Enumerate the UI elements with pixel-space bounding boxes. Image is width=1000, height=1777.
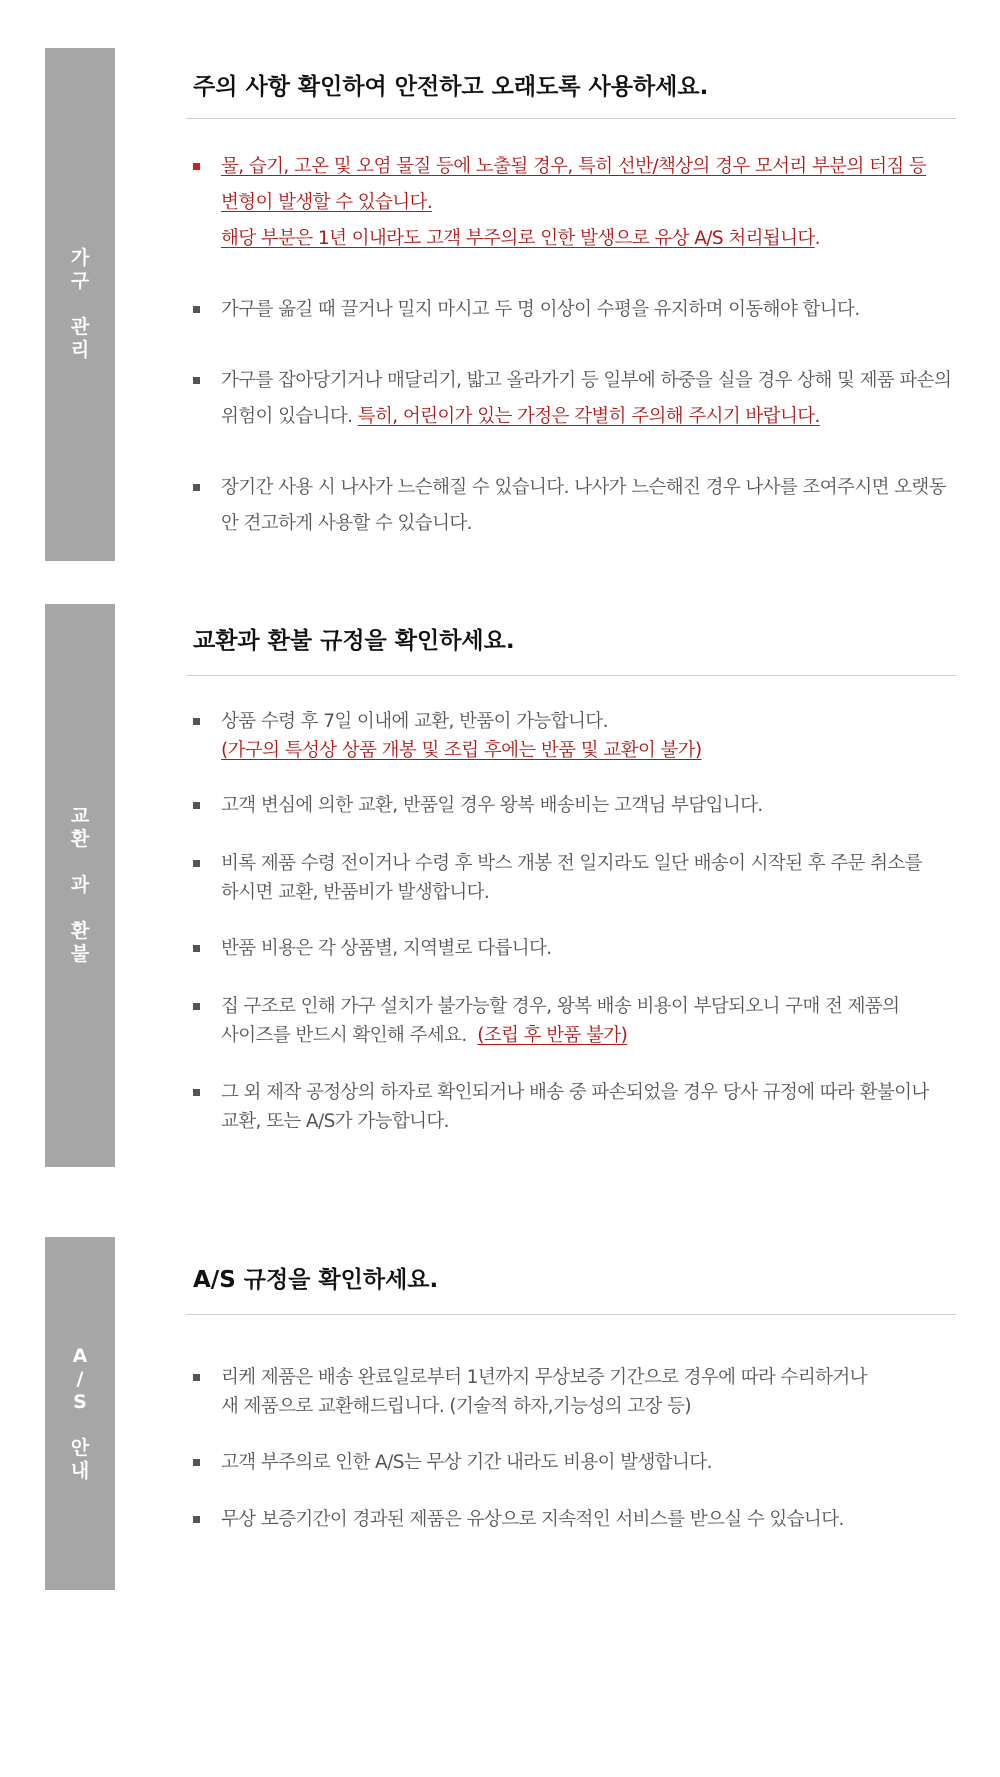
list-item bbox=[193, 1448, 963, 1477]
list-item bbox=[193, 992, 963, 1050]
side-tab-label: A / S 안 내 bbox=[70, 1344, 90, 1482]
item-line: 집 구조로 인해 가구 설치가 불가능할 경우, 왕복 배송 비용이 부담되오니 구매 전 제품의 bbox=[221, 996, 900, 1017]
list-item bbox=[193, 149, 963, 257]
bullet-icon bbox=[193, 945, 200, 952]
bullet-icon bbox=[193, 377, 200, 384]
item-line: 가구를 잡아당기거나 매달리기, 밟고 올라가기 등 일부에 하중을 실을 경우 상해 및 제품 파손의 bbox=[221, 370, 952, 391]
item-line: 고객 부주의로 인한 A/S는 무상 기간 내라도 비용이 발생합니다. bbox=[221, 1452, 712, 1473]
bullet-icon bbox=[193, 484, 200, 491]
item-line: 물, 습기, 고온 및 오염 물질 등에 노출될 경우, 특히 선반/책상의 경우 모서리 부분의 터짐 등 bbox=[221, 156, 927, 177]
item-line: 반품 비용은 각 상품별, 지역별로 다릅니다. bbox=[221, 938, 552, 959]
section-furniture-care bbox=[0, 48, 1000, 561]
side-tab-furniture-care bbox=[45, 48, 115, 561]
item-line-highlight: (가구의 특성상 상품 개봉 및 조립 후에는 반품 및 교환이 불가) bbox=[221, 740, 702, 761]
section-title: 교환과 환불 규정을 확인하세요. bbox=[193, 628, 515, 654]
list-item bbox=[193, 470, 963, 542]
item-line: 비록 제품 수령 전이거나 수령 후 박스 개봉 전 일지라도 일단 배송이 시작된 후 주문 취소를 bbox=[221, 853, 922, 874]
item-line: 교환, 또는 A/S가 가능합니다. bbox=[221, 1111, 449, 1132]
side-tab-label: 가 구 관 리 bbox=[70, 247, 90, 361]
item-line: 위험이 있습니다. bbox=[221, 406, 358, 427]
section-divider bbox=[186, 675, 956, 676]
bullet-icon bbox=[193, 163, 200, 170]
bullet-icon bbox=[193, 860, 200, 867]
item-line-highlight: 특히, 어린이가 있는 가정은 각별히 주의해 주시기 바랍니다. bbox=[357, 406, 820, 427]
section-as-guide bbox=[0, 1237, 1000, 1590]
bullet-icon bbox=[193, 1374, 200, 1381]
section-divider bbox=[186, 1314, 956, 1315]
item-line: 안 견고하게 사용할 수 있습니다. bbox=[221, 513, 472, 534]
bullet-icon bbox=[193, 306, 200, 313]
item-line-tail: . bbox=[814, 228, 820, 249]
section-title: A/S 규정을 확인하세요. bbox=[193, 1267, 439, 1293]
list-item bbox=[193, 363, 963, 435]
section-divider bbox=[186, 118, 956, 119]
side-tab-as-guide bbox=[45, 1237, 115, 1590]
list-item bbox=[193, 1363, 963, 1421]
item-line: 무상 보증기간이 경과된 제품은 유상으로 지속적인 서비스를 받으실 수 있습니다. bbox=[221, 1509, 844, 1530]
item-line: 사이즈를 반드시 확인해 주세요. bbox=[221, 1025, 478, 1046]
section-title: 주의 사항 확인하여 안전하고 오래도록 사용하세요. bbox=[193, 74, 709, 100]
bullet-icon bbox=[193, 802, 200, 809]
item-line: 해당 부분은 1년 이내라도 고객 부주의로 인한 발생으로 유상 A/S 처리됩니다 bbox=[221, 228, 815, 249]
item-line: 리케 제품은 배송 완료일로부터 1년까지 무상보증 기간으로 경우에 따라 수리하거나 bbox=[221, 1367, 867, 1388]
item-line: 고객 변심에 의한 교환, 반품일 경우 왕복 배송비는 고객님 부담입니다. bbox=[221, 795, 763, 816]
item-line: 그 외 제작 공정상의 하자로 확인되거나 배송 중 파손되었을 경우 당사 규정에 따라 환불이나 bbox=[221, 1082, 929, 1103]
list-item bbox=[193, 849, 963, 907]
list-item bbox=[193, 934, 963, 963]
bullet-icon bbox=[193, 1459, 200, 1466]
bullet-icon bbox=[193, 718, 200, 725]
item-line: 변형이 발생할 수 있습니다. bbox=[221, 192, 433, 213]
item-line: 가구를 옮길 때 끌거나 밀지 마시고 두 명 이상이 수평을 유지하며 이동해야 합니다. bbox=[221, 299, 860, 320]
item-line: 하시면 교환, 반품비가 발생합니다. bbox=[221, 882, 490, 903]
item-line-highlight: (조립 후 반품 불가) bbox=[477, 1025, 628, 1046]
side-tab-label: 교 환 과 환 불 bbox=[70, 805, 90, 965]
item-line: 장기간 사용 시 나사가 느슨해질 수 있습니다. 나사가 느슨해진 경우 나사를 조여주시면 오랫동 bbox=[221, 477, 946, 498]
list-item bbox=[193, 1505, 963, 1534]
list-item bbox=[193, 791, 963, 820]
list-item bbox=[193, 707, 963, 765]
bullet-icon bbox=[193, 1089, 200, 1096]
side-tab-exchange-refund bbox=[45, 604, 115, 1167]
item-line: 상품 수령 후 7일 이내에 교환, 반품이 가능합니다. bbox=[221, 711, 608, 732]
item-line: 새 제품으로 교환해드립니다. (기술적 하자,기능성의 고장 등) bbox=[221, 1396, 691, 1417]
section-exchange-refund bbox=[0, 604, 1000, 1167]
list-item bbox=[193, 1078, 963, 1136]
bullet-icon bbox=[193, 1516, 200, 1523]
list-item bbox=[193, 292, 963, 328]
bullet-icon bbox=[193, 1003, 200, 1010]
